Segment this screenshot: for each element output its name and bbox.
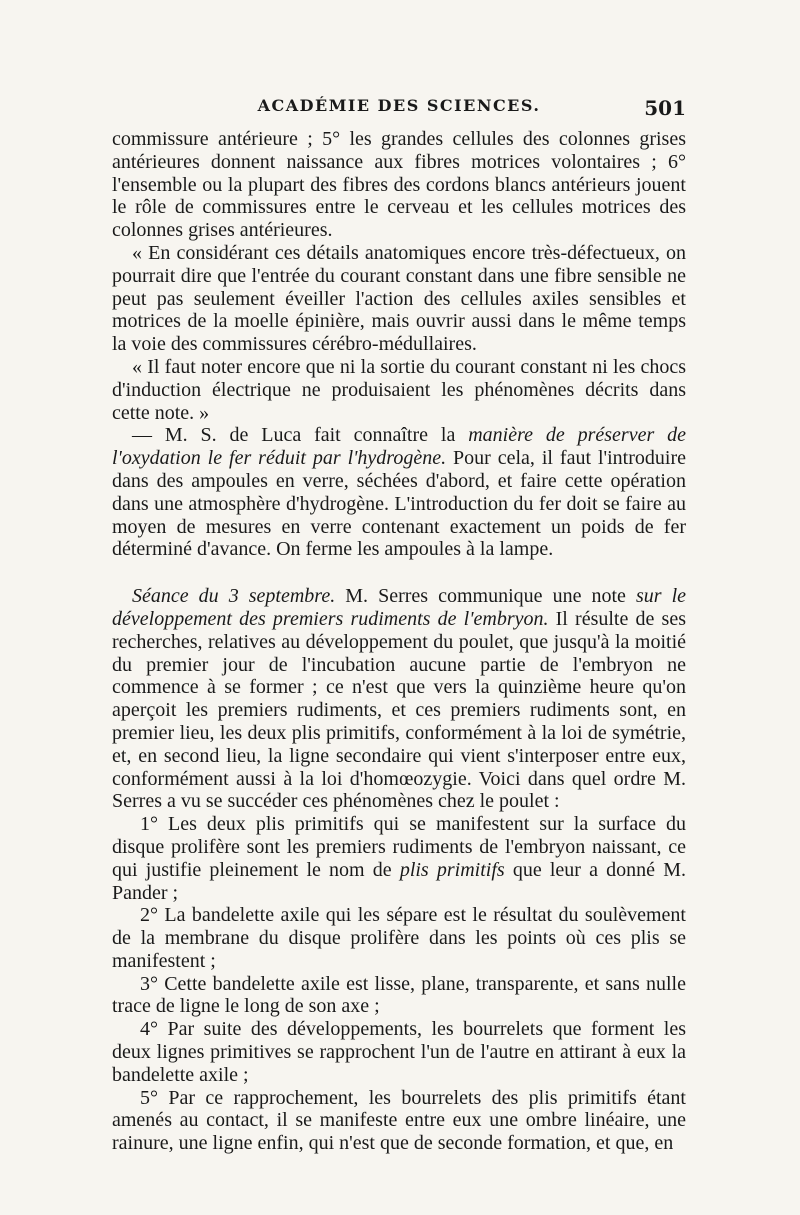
paragraph-text: M. Serres communique une note (335, 585, 636, 608)
paragraph-text: — M. S. de Luca fait connaître la (132, 424, 469, 447)
list-item: 2° La bandelette axile qui les sépare est le résultat du soulèvement de la membrane du disque prolifère dans les points où ces plis se manifestent ; (112, 904, 686, 972)
paragraph-text: Il résulte de ses recherches, relatives au développement du poulet, que jusqu'à la moitié du premier jour de l'incubation aucune partie de l'embryon ne commence à se former ; ce n'est que vers la quinzième heure qu'on aperçoit les premiers rudiments, et ces premiers rudiments sont, en premier lieu, les deux plis primitifs, conformément à la loi de symétrie, et, en second lieu, la ligne secondaire qui vient s'interposer entre eux, conformément aussi à la loi d'homœozygie. Voici dans quel ordre M. Serres a vu se succéder ces phénomènes chez le poulet : (112, 607, 686, 813)
paragraph-text: Pour cela, il faut l'introduire dans des ampoules en verre, séchées d'abord, et faire cette opération dans une atmosphère d'hydrogène. L'introduction du fer doit se faire au moyen de mesures en verre contenant exactement un poids de fer déterminé d'avance. On ferme les ampoules à la lampe. (112, 447, 686, 561)
paragraph: commissure antérieure ; 5° les grandes cellules des colonnes grises antérieures donnent naissance aux fibres motrices volontaires ; 6° l'ensemble ou la plupart des fibres des cordons blancs antérieurs jouent le rôle de commissures entre le cerveau et les cellules motrices des colonnes grises antérieures. (112, 128, 686, 242)
list-item (112, 813, 686, 904)
list-item: 3° Cette bandelette axile est lisse, plane, transparente, et sans nulle trace de ligne le long de son axe ; (112, 972, 686, 1018)
page-header (112, 96, 686, 126)
italic-title: sur le développement des premiers rudiments de l'embryon. (112, 585, 687, 630)
page-number: 501 (644, 96, 686, 120)
seance-date: Séance du 3 septembre. (132, 585, 336, 608)
item-text: que leur a donné M. Pander ; (112, 858, 686, 904)
list-item: 5° Par ce rapprochement, les bourrelets des plis primitifs étant amenés au contact, il se manifeste entre eux une ombre linéaire, une rainure, une ligne enfin, qui n'est que de seconde formation, et que, en (112, 1086, 686, 1155)
paragraph (112, 585, 686, 813)
paragraph: « En considérant ces détails anatomiques encore très-défectueux, on pourrait dire que l'entrée du courant constant dans une fibre sensible ne peut pas seulement éveiller l'action des cellules axiles sensibles et motrices de la moelle épinière, mais ouvrir aussi dans le même temps la voie des commissures cérébro-médullaires. (112, 241, 686, 356)
italic-title: manière de préserver de l'oxydation le fer réduit par l'hydrogène. (112, 424, 686, 470)
item-text: 1° Les deux plis primitifs qui se manifestent sur la surface du disque prolifère sont les premiers rudiments de l'embryon naissant, ce qui justifie pleinement le nom de (112, 813, 686, 881)
paragraph (112, 424, 686, 561)
running-title: ACADÉMIE DES SCIENCES. (257, 96, 541, 115)
italic-term: plis primitifs (399, 858, 505, 881)
body-text (112, 128, 686, 1155)
list-item: 4° Par suite des développements, les bourrelets que forment les deux lignes primitives se rapprochent l'un de l'autre en attirant à eux la bandelette axile ; (112, 1018, 686, 1086)
paragraph: « Il faut noter encore que ni la sortie du courant constant ni les chocs d'induction électrique ne produisaient les phénomènes décrits dans cette note. » (112, 355, 686, 424)
